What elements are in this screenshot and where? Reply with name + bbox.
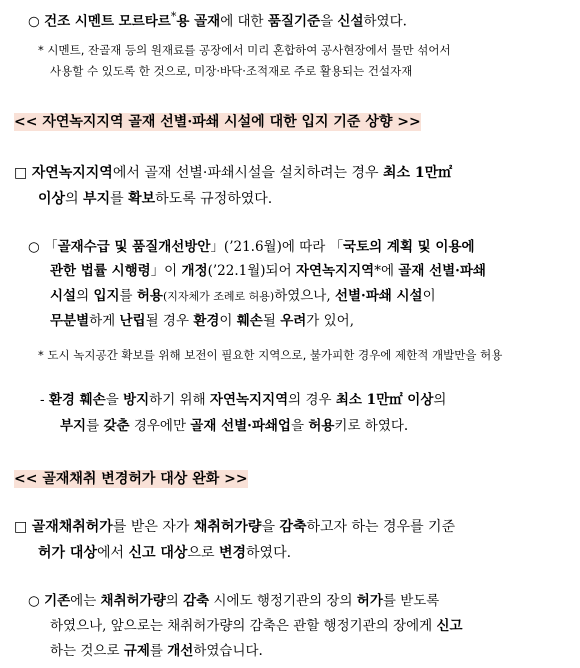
para-location-line-1: □ 자연녹지지역에서 골재 선별·파쇄시설을 설치하려는 경우 최소 1만㎡ <box>14 165 453 181</box>
para-location-line-2: 이상의 부지를 확보하도록 규정하였다. <box>38 191 273 207</box>
dash-line-prevent-1: - 환경 훼손을 방지하기 위해 자연녹지지역의 경우 최소 1만㎡ 이상의 <box>40 392 447 408</box>
section-header-location: << 자연녹지지역 골재 선별·파쇄 시설에 대한 입지 기준 상향 >> <box>14 114 421 130</box>
section-header-permit: << 골재채취 변경허가 대상 완화 >> <box>14 471 248 487</box>
bullet-line-plan-3: 시설의 입지를 허용(지자체가 조례로 허용)하였으나, 선별·파쇄 시설이 <box>50 288 436 304</box>
bullet-line-existing-2: 하였으나, 앞으로는 채취허가량의 감축은 관할 행정기관의 장에게 신고 <box>50 618 463 634</box>
footnote-green-area: * 도시 녹지공간 확보를 위해 보전이 필요한 지역으로, 불가피한 경우에 제한적 개발만을 허용 <box>38 348 503 362</box>
dash-line-prevent-2: 부지를 갖춘 경우에만 골재 선별·파쇄업을 허용키로 하였다. <box>60 418 409 434</box>
para-permit-line-2: 허가 대상에서 신고 대상으로 변경하였다. <box>38 545 292 561</box>
footnote-dry-mortar-2: 사용할 수 있도록 한 것으로, 미장·바닥·조적재로 주로 활용되는 건설자재 <box>50 64 413 78</box>
footnote-dry-mortar-1: * 시멘트, 잔골재 등의 원재료를 공장에서 미리 혼합하여 공사현장에서 물만 섞어서 <box>38 43 451 57</box>
bullet-line-dry-mortar: ○ 건조 시멘트 모르타르*용 골재에 대한 품질기준을 신설하였다. <box>28 10 407 30</box>
bullet-line-plan-2: 관한 법률 시행령」이 개정(’22.1월)되어 자연녹지지역*에 골재 선별·파쇄 <box>50 263 486 279</box>
bullet-line-plan-1: ○ 「골재수급 및 품질개선방안」(’21.6월)에 따라 「국토의 계획 및 이용에 <box>28 239 475 255</box>
para-permit-line-1: □ 골재채취허가를 받은 자가 채취허가량을 감축하고자 하는 경우를 기준 <box>14 519 456 535</box>
bullet-line-existing-1: ○ 기존에는 채취허가량의 감축 시에도 행정기관의 장의 허가를 받도록 <box>28 593 440 609</box>
bullet-line-existing-3: 하는 것으로 규제를 개선하였습니다. <box>50 643 263 659</box>
bullet-line-plan-4: 무분별하게 난립될 경우 환경이 훼손될 우려가 있어, <box>50 313 354 329</box>
